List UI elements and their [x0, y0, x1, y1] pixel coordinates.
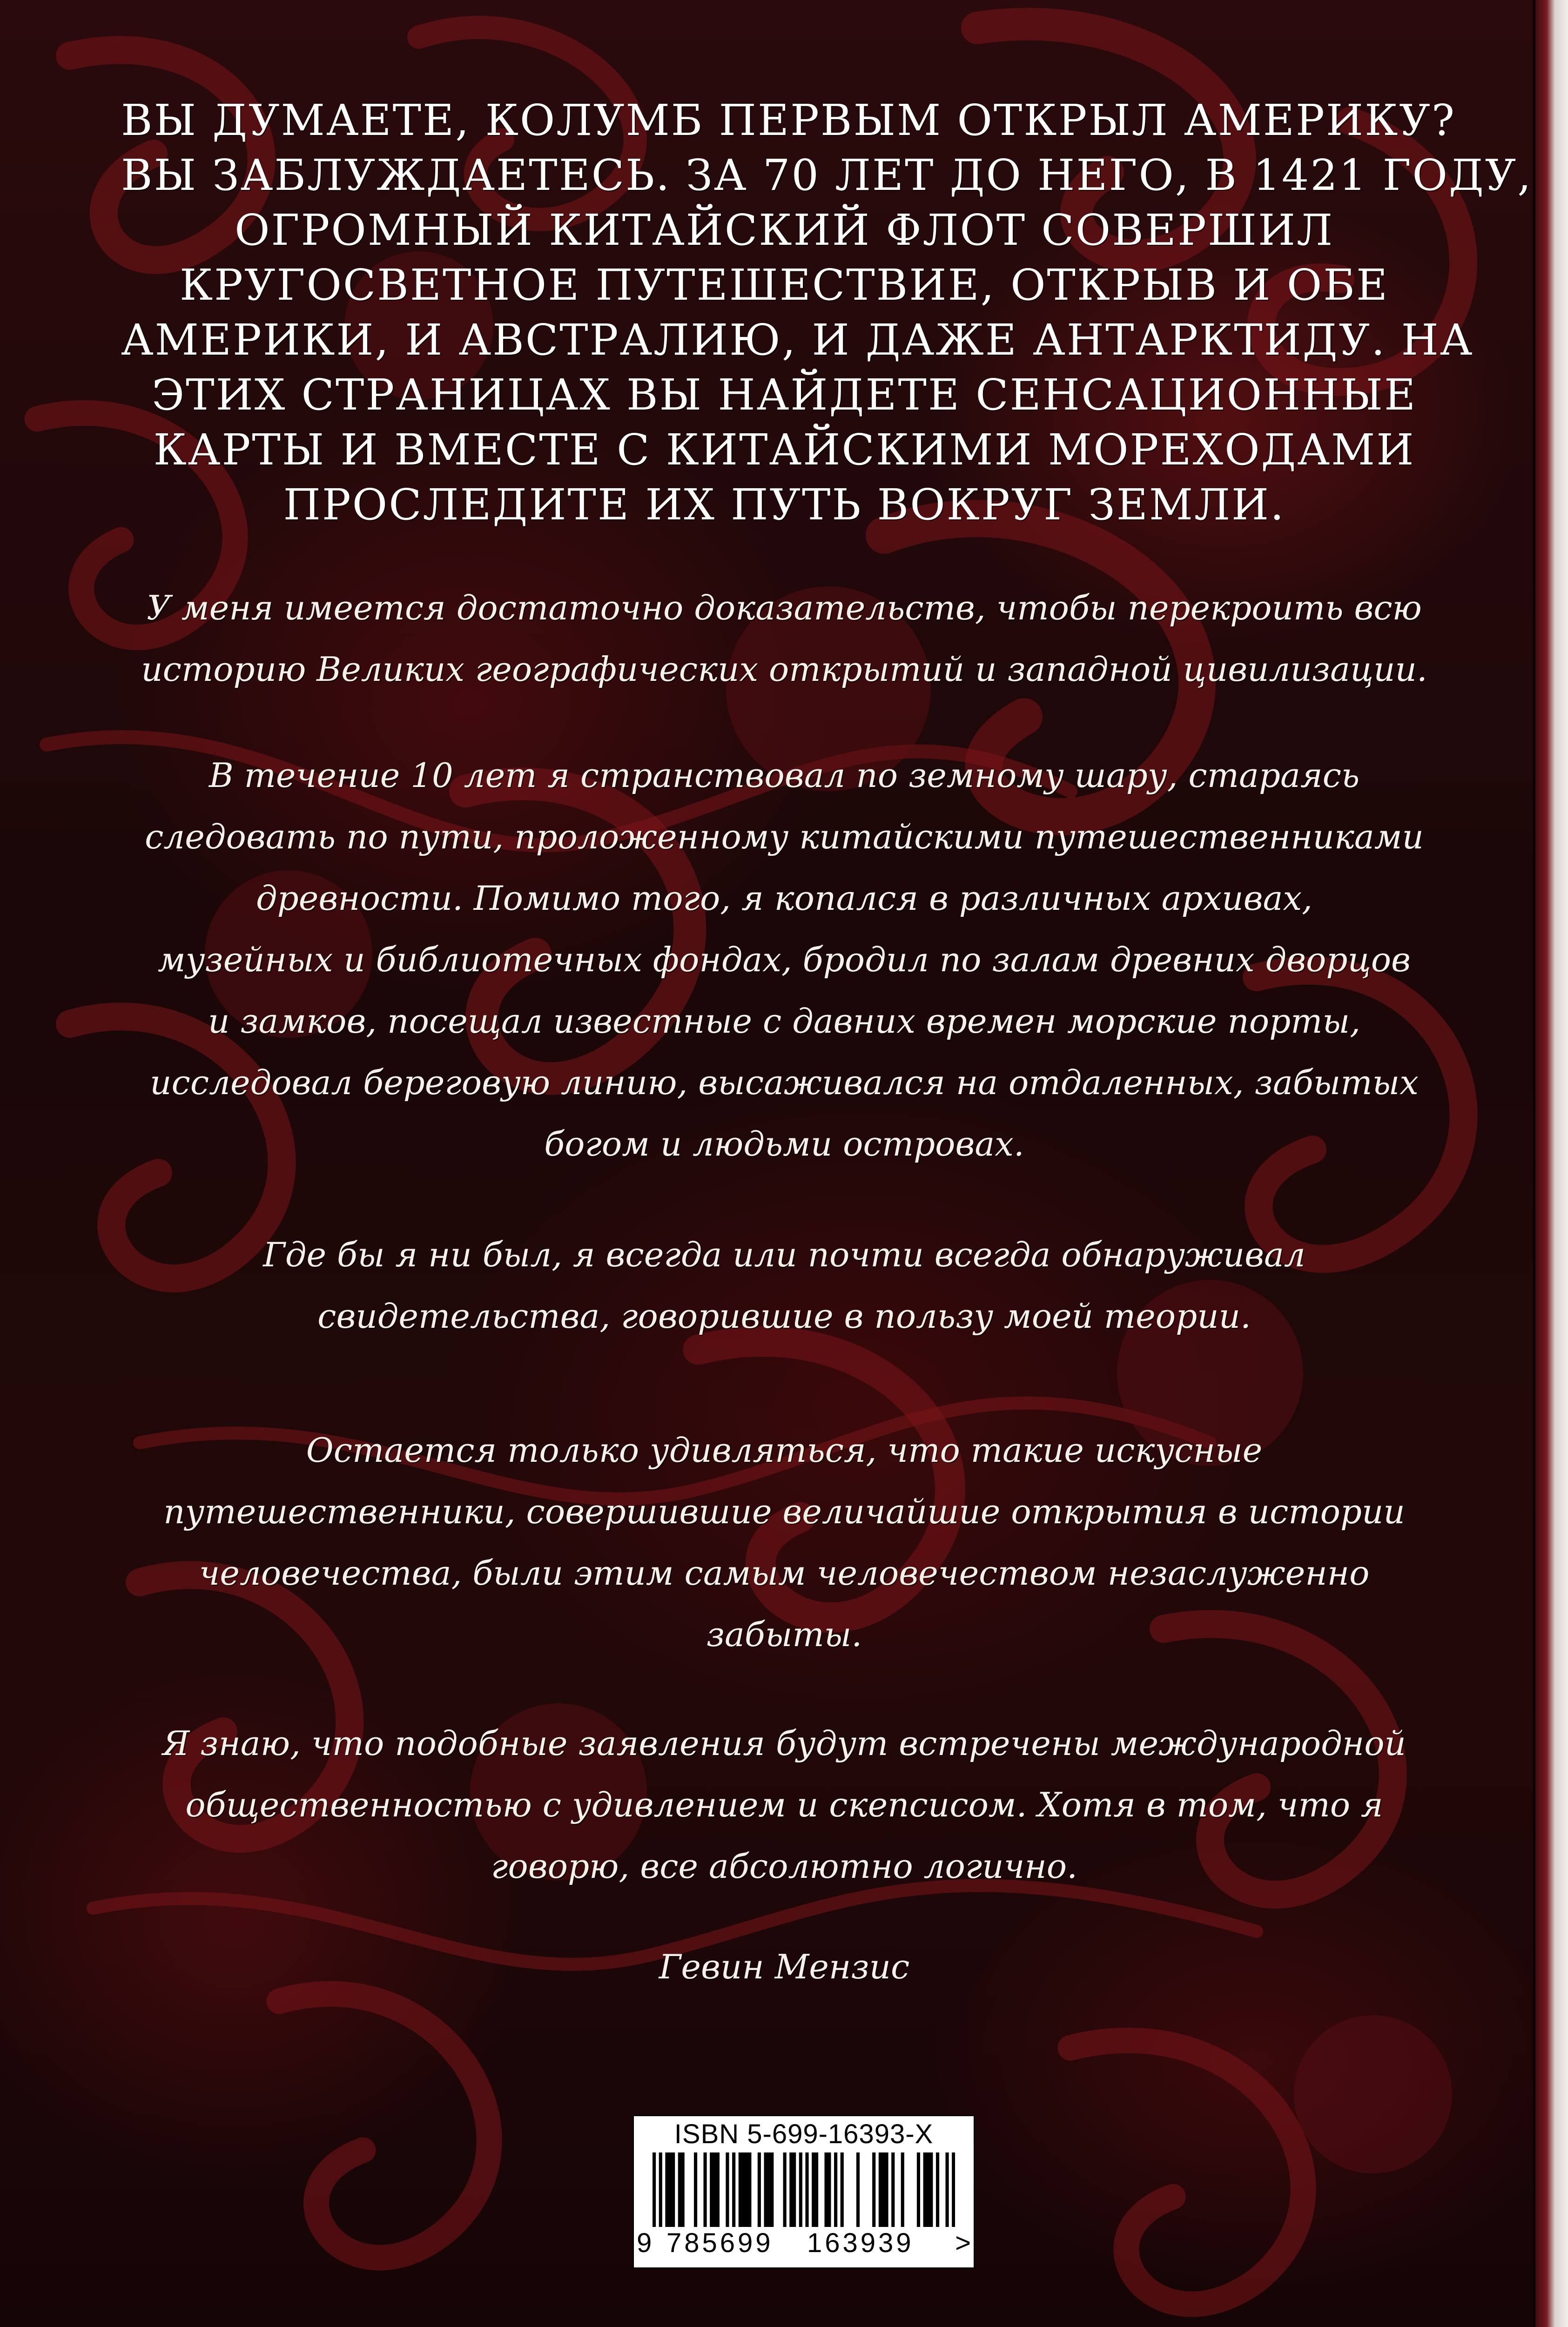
paragraph-line: Я знаю, что подобные заявления будут встречены международной	[162, 1724, 1406, 1763]
barcode-bar	[882, 2152, 885, 2227]
barcode-bar	[694, 2152, 697, 2227]
barcode-bar	[885, 2152, 888, 2227]
barcode-bar	[665, 2152, 668, 2227]
paragraph-line: забыты.	[706, 1615, 862, 1654]
paragraph-travels	[121, 745, 1447, 1175]
barcode-bar	[748, 2152, 751, 2227]
barcode-bar	[879, 2152, 882, 2227]
barcode-bar	[828, 2152, 831, 2227]
headline	[121, 93, 1533, 532]
barcode-bar	[841, 2152, 844, 2227]
barcode-bar	[745, 2152, 748, 2227]
paragraph-line: общественностью с удивлением и скепсисом. Хотя в том, что я	[185, 1785, 1383, 1824]
barcode-bar	[716, 2152, 720, 2227]
barcode-bar	[834, 2152, 837, 2227]
isbn-barcode	[633, 2115, 975, 2268]
ean-left-group: 785699	[666, 2228, 774, 2258]
paragraph-line: богом и людьми островах.	[544, 1124, 1024, 1164]
headline-line: ПРОСЛЕДИТЕ ИХ ПУТЬ ВОКРУГ ЗЕМЛИ.	[283, 480, 1285, 530]
paragraph-line: и замков, посещал известные с давних времен морские порты,	[208, 1002, 1360, 1041]
headline-line: КАРТЫ И ВМЕСТЕ С КИТАЙСКИМИ МОРЕХОДАМИ	[153, 425, 1415, 475]
barcode-bar	[805, 2152, 808, 2227]
barcode-bar	[783, 2152, 787, 2227]
paragraph-line: У меня имеется достаточно доказательств, чтобы перекроить всю	[147, 588, 1422, 627]
paragraph-line: древности. Помимо того, я копался в различных архивах,	[256, 879, 1312, 918]
barcode-bar	[767, 2152, 770, 2227]
barcode-bar	[726, 2152, 729, 2227]
barcode-bar	[653, 2152, 656, 2227]
barcode-bar	[923, 2152, 927, 2227]
barcode-bar	[812, 2152, 815, 2227]
paragraph-line: человечества, были этим самым человечеством незаслуженно	[199, 1554, 1370, 1593]
paragraph-forgotten	[121, 1419, 1447, 1665]
headline-line: ЭТИХ СТРАНИЦАХ ВЫ НАЙДЕТЕ СЕНСАЦИОННЫЕ	[151, 370, 1417, 420]
barcode-bar	[732, 2152, 735, 2227]
barcode-bar	[901, 2152, 904, 2227]
author-signature	[121, 1936, 1447, 1997]
paragraph-line: свидетельства, говорившие в пользу моей теории.	[317, 1297, 1251, 1336]
paragraph-skepticism	[121, 1713, 1447, 1897]
book-spine-edge	[1535, 0, 1568, 2327]
barcode-bar	[713, 2152, 716, 2227]
barcode-bars	[653, 2152, 955, 2227]
barcode-bar	[789, 2152, 793, 2227]
barcode-bar	[926, 2152, 929, 2227]
barcode-bar	[770, 2152, 774, 2227]
headline-line: ВЫ ЗАБЛУЖДАЕТЕСЬ. ЗА 70 ЛЕТ ДО НЕГО, В 1421 ГОДУ,	[121, 150, 1533, 200]
barcode-bar	[952, 2152, 955, 2227]
barcode-bar	[758, 2152, 761, 2227]
ean-first-digit: 9	[637, 2228, 652, 2258]
headline-line: ВЫ ДУМАЕТЕ, КОЛУМБ ПЕРВЫМ ОТКРЫЛ АМЕРИКУ?	[121, 95, 1456, 145]
barcode-bar	[739, 2152, 742, 2227]
quiet-zone-marker: >	[955, 2228, 971, 2258]
headline-line: АМЕРИКИ, И АВСТРАЛИЮ, И ДАЖЕ АНТАРКТИДУ. НА	[121, 315, 1474, 365]
barcode-bar	[936, 2152, 939, 2227]
paragraph-line: Остается только удивляться, что такие искусные	[306, 1431, 1263, 1470]
paragraph-line: музейных и библиотечных фондах, бродил по залам древних дворцов	[158, 940, 1411, 979]
paragraph-line: В течение 10 лет я странствовал по земному шару, стараясь	[209, 756, 1360, 795]
paragraph-evidence	[121, 577, 1447, 700]
paragraph-line: говорю, все абсолютно логично.	[491, 1847, 1078, 1886]
paragraph-line: Где бы я ни был, я всегда или почти всегда обнаруживал	[263, 1235, 1306, 1274]
barcode-bar	[856, 2152, 860, 2227]
headline-line: ОГРОМНЫЙ КИТАЙСКИЙ ФЛОТ СОВЕРШИЛ	[235, 205, 1334, 255]
barcode-bar	[824, 2152, 828, 2227]
paragraph-line: историю Великих географических открытий и западной цивилизации.	[141, 650, 1427, 689]
barcode-bar	[659, 2152, 662, 2227]
barcode-bar	[929, 2152, 933, 2227]
barcode-bar	[703, 2152, 707, 2227]
author-name: Гевин Мензис	[659, 1947, 910, 1986]
barcode-bar	[891, 2152, 895, 2227]
barcode-bar	[678, 2152, 681, 2227]
paragraph-line: путешественники, совершившие величайшие открытия в истории	[163, 1492, 1405, 1531]
barcode-bar	[793, 2152, 796, 2227]
ean-right-group: 163939	[807, 2228, 914, 2258]
barcode-bar	[742, 2152, 745, 2227]
barcode-bar	[917, 2152, 920, 2227]
barcode-bar	[872, 2152, 875, 2227]
barcode-bar	[815, 2152, 818, 2227]
isbn-number: ISBN 5-699-16393-X	[674, 2119, 934, 2149]
paragraph-line: исследовал береговую линию, высаживался на отдаленных, забытых	[150, 1063, 1419, 1102]
barcode-bar	[672, 2152, 675, 2227]
barcode-bar	[764, 2152, 767, 2227]
barcode-bar	[668, 2152, 672, 2227]
barcode-bar	[945, 2152, 949, 2227]
paragraph-findings	[121, 1224, 1447, 1347]
barcode-bar	[681, 2152, 685, 2227]
barcode-bar	[799, 2152, 802, 2227]
barcode-bar	[710, 2152, 713, 2227]
headline-line: КРУГОСВЕТНОЕ ПУТЕШЕСТВИЕ, ОТКРЫВ И ОБЕ	[179, 260, 1389, 310]
paragraph-line: следовать по пути, проложенному китайскими путешественниками	[145, 817, 1424, 856]
